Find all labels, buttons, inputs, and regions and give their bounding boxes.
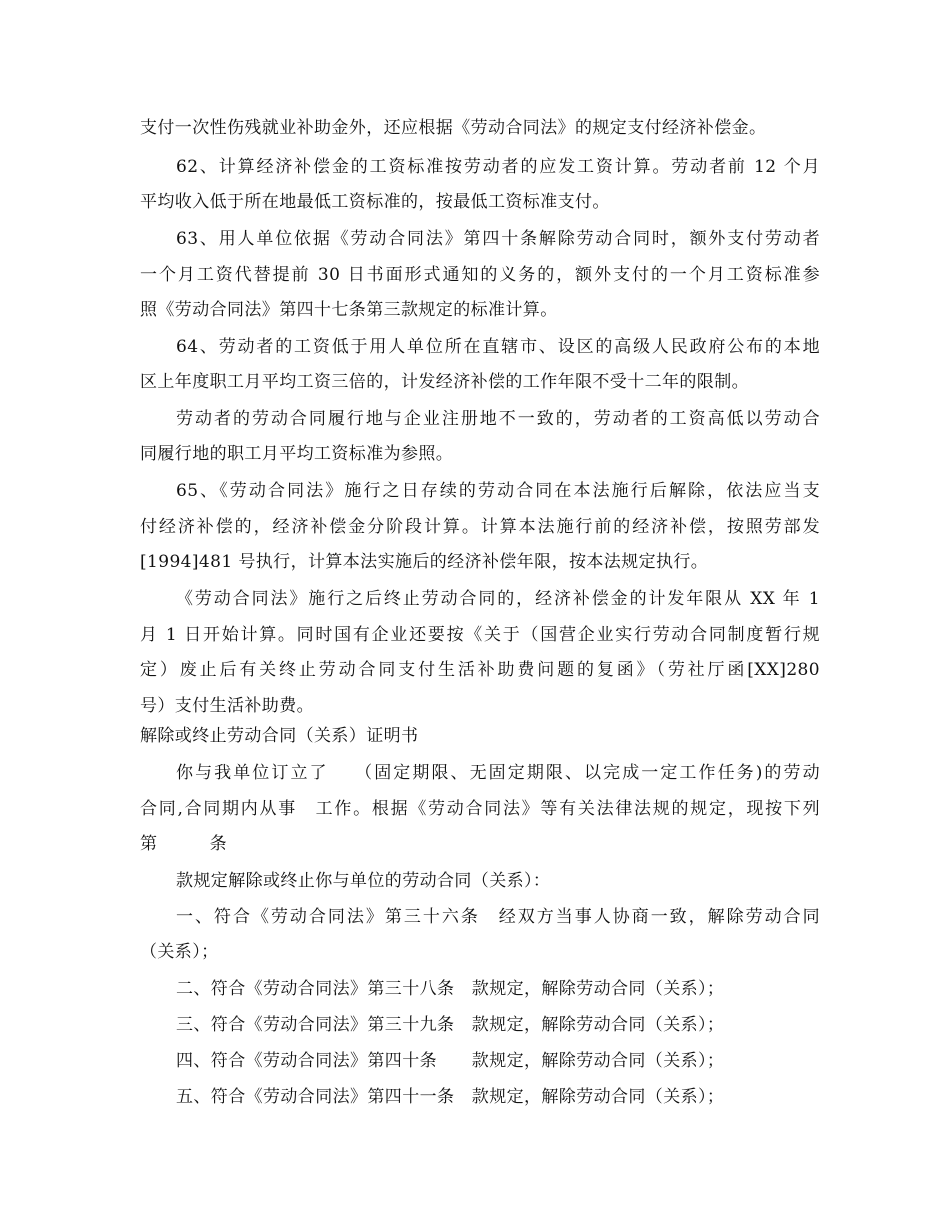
clause-2: 二、符合《劳动合同法》第三十八条 款规定，解除劳动合同（关系）； [176, 979, 725, 999]
paragraph-63-line-1: 63、用人单位依据《劳动合同法》第四十条解除劳动合同时，额外支付劳动者 [176, 229, 820, 249]
certificate-line-3: 第 条 [140, 834, 227, 854]
body-line: 支付一次性伤残就业补助金外，还应根据《劳动合同法》的规定支付经济补偿金。 [140, 118, 767, 138]
clause-5: 五、符合《劳动合同法》第四十一条 款规定，解除劳动合同（关系）； [176, 1087, 725, 1107]
certificate-line-2: 合同,合同期内从事 工作。根据《劳动合同法》等有关法律法规的规定，现按下列 [140, 799, 820, 819]
paragraph-65-line-2: 付经济补偿的，经济补偿金分阶段计算。计算本法施行前的经济补偿，按照劳部发 [140, 517, 820, 537]
paragraph-65b-line-3: 定）废止后有关终止劳动合同支付生活补助费问题的复函》（劳社厅函[XX]280 [140, 660, 820, 680]
clause-4: 四、符合《劳动合同法》第四十条 款规定，解除劳动合同（关系）； [176, 1051, 725, 1071]
section-title: 解除或终止劳动合同（关系）证明书 [140, 726, 419, 746]
paragraph-65b-line-4: 号）支付生活补助费。 [140, 696, 314, 716]
paragraph-64-line-1: 64、劳动者的工资低于用人单位所在直辖市、设区的高级人民政府公布的本地 [176, 337, 820, 357]
paragraph-65b-line-2: 月 1 日开始计算。同时国有企业还要按《关于（国营企业实行劳动合同制度暂行规 [140, 625, 820, 645]
paragraph-63-line-3: 照《劳动合同法》第四十七条第三款规定的标准计算。 [140, 300, 558, 320]
paragraph-62-line-1: 62、计算经济补偿金的工资标准按劳动者的应发工资计算。劳动者前 12 个月 [176, 157, 820, 177]
paragraph-63-line-2: 一个月工资代替提前 30 日书面形式通知的义务的，额外支付的一个月工资标准参 [140, 265, 820, 285]
paragraph-64b-line-1: 劳动者的劳动合同履行地与企业注册地不一致的，劳动者的工资高低以劳动合 [176, 409, 820, 429]
paragraph-65b-line-1: 《劳动合同法》施行之后终止劳动合同的，经济补偿金的计发年限从 XX 年 1 [176, 589, 820, 609]
certificate-line-1: 你与我单位订立了 （固定期限、无固定期限、以完成一定工作任务)的劳动 [176, 763, 820, 783]
certificate-line-4: 款规定解除或终止你与单位的劳动合同（关系）： [176, 871, 551, 891]
paragraph-64b-line-2: 同履行地的职工月平均工资标准为参照。 [140, 444, 454, 464]
paragraph-65-line-1: 65、《劳动合同法》施行之日存续的劳动合同在本法施行后解除，依法应当支 [176, 481, 820, 501]
clause-3: 三、符合《劳动合同法》第三十九条 款规定，解除劳动合同（关系）； [176, 1015, 725, 1035]
clause-1-line-1: 一、符合《劳动合同法》第三十六条 经双方当事人协商一致，解除劳动合同 [176, 907, 820, 927]
clause-1-line-2: （关系）； [140, 942, 219, 962]
paragraph-65-line-3: [1994]481 号执行，计算本法实施后的经济补偿年限，按本法规定执行。 [140, 552, 709, 572]
paragraph-62-line-2: 平均收入低于所在地最低工资标准的，按最低工资标准支付。 [140, 192, 610, 212]
paragraph-64-line-2: 区上年度职工月平均工资三倍的，计发经济补偿的工作年限不受十二年的限制。 [140, 372, 749, 392]
